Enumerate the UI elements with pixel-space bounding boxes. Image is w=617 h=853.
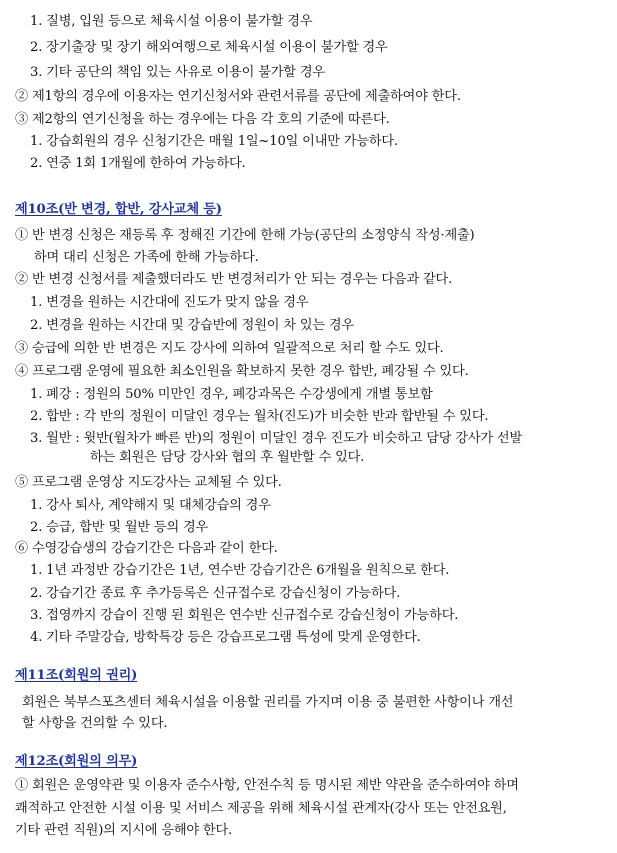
list-item: 3. 접영까지 강습이 진행 된 회원은 연수반 신규접수로 강습신청이 가능하다. xyxy=(30,608,459,623)
paragraph: ③ 승급에 의한 반 변경은 지도 강사에 의하여 일괄적으로 처리 할 수도 있다. xyxy=(15,341,444,356)
list-item: 2. 장기출장 및 장기 해외여행으로 체육시설 이용이 불가할 경우 xyxy=(30,40,388,55)
paragraph: 회원은 북부스포츠센터 체육시설을 이용할 권리를 가지며 이용 중 불편한 사항이나 개선 xyxy=(22,695,514,710)
paragraph: ④ 프로그램 운영에 필요한 최소인원을 확보하지 못한 경우 합반, 폐강될 수 있다. xyxy=(15,364,469,379)
paragraph: ③ 제2항의 연기신청을 하는 경우에는 다음 각 호의 기준에 따른다. xyxy=(15,112,390,127)
list-item: 2. 변경을 원하는 시간대 및 강습반에 정원이 차 있는 경우 xyxy=(30,318,354,333)
list-item: 1. 강습회원의 경우 신청기간은 매월 1일~10일 이내만 가능하다. xyxy=(30,134,398,149)
paragraph: ⑤ 프로그램 운영상 지도강사는 교체될 수 있다. xyxy=(15,475,282,490)
list-item: 1. 변경을 원하는 시간대에 진도가 맞지 않을 경우 xyxy=(30,295,309,310)
article-11-heading: 제11조(회원의 권리) xyxy=(15,668,138,683)
list-item: 3. 월반 : 윗반(월차가 빠른 반)의 정원이 미달인 경우 진도가 비슷하고 담당 강사가 선발 xyxy=(30,431,522,446)
paragraph-continuation: 기타 관련 직원)의 지시에 응해야 한다. xyxy=(15,823,232,838)
list-item: 1. 강사 퇴사, 계약해지 및 대체강습의 경우 xyxy=(30,498,271,513)
list-item: 2. 강습기간 종료 후 추가등록은 신규접수로 강습신청이 가능하다. xyxy=(30,586,401,601)
paragraph: ① 회원은 운영약관 및 이용자 준수사항, 안전수칙 등 명시된 제반 약관을 준수하여야 하며 xyxy=(15,778,519,793)
paragraph-continuation: 쾌적하고 안전한 시설 이용 및 서비스 제공을 위해 체육시설 관계자(강사 또는 안전요원, xyxy=(15,801,507,816)
list-item-continuation: 하는 회원은 담당 강사와 협의 후 월반할 수 있다. xyxy=(90,450,365,465)
paragraph: ② 제1항의 경우에 이용자는 연기신청서와 관련서류를 공단에 제출하여야 한다. xyxy=(15,89,461,104)
list-item: 1. 폐강 : 정원의 50% 미만인 경우, 폐강과목은 수강생에게 개별 통보함 xyxy=(30,387,433,402)
list-item: 3. 기타 공단의 책임 있는 사유로 이용이 불가할 경우 xyxy=(30,65,325,80)
list-item: 1. 질병, 입원 등으로 체육시설 이용이 불가할 경우 xyxy=(30,14,313,29)
list-item: 2. 연중 1회 1개월에 한하여 가능하다. xyxy=(30,156,246,171)
paragraph: ⑥ 수영강습생의 강습기간은 다음과 같이 한다. xyxy=(15,541,278,556)
paragraph-continuation: 할 사항을 건의할 수 있다. xyxy=(22,716,168,731)
article-12-heading: 제12조(회원의 의무) xyxy=(15,754,138,769)
list-item: 1. 1년 과정반 강습기간은 1년, 연수반 강습기간은 6개월을 원칙으로 한다. xyxy=(30,563,450,578)
list-item: 2. 합반 : 각 반의 정원이 미달인 경우는 월차(진도)가 비슷한 반과 합반될 수 있다. xyxy=(30,409,489,424)
paragraph-continuation: 하며 대리 신청은 가족에 한해 가능하다. xyxy=(34,250,259,265)
paragraph: ② 반 변경 신청서를 제출했더라도 반 변경처리가 안 되는 경우는 다음과 같다. xyxy=(15,272,453,287)
paragraph: ① 반 변경 신청은 재등록 후 정해진 기간에 한해 가능(공단의 소정양식 작성·제출) xyxy=(15,228,475,243)
list-item: 2. 승급, 합반 및 월반 등의 경우 xyxy=(30,520,209,535)
article-10-heading: 제10조(반 변경, 합반, 강사교체 등) xyxy=(15,202,222,217)
list-item: 4. 기타 주말강습, 방학특강 등은 강습프로그램 특성에 맞게 운영한다. xyxy=(30,630,421,645)
